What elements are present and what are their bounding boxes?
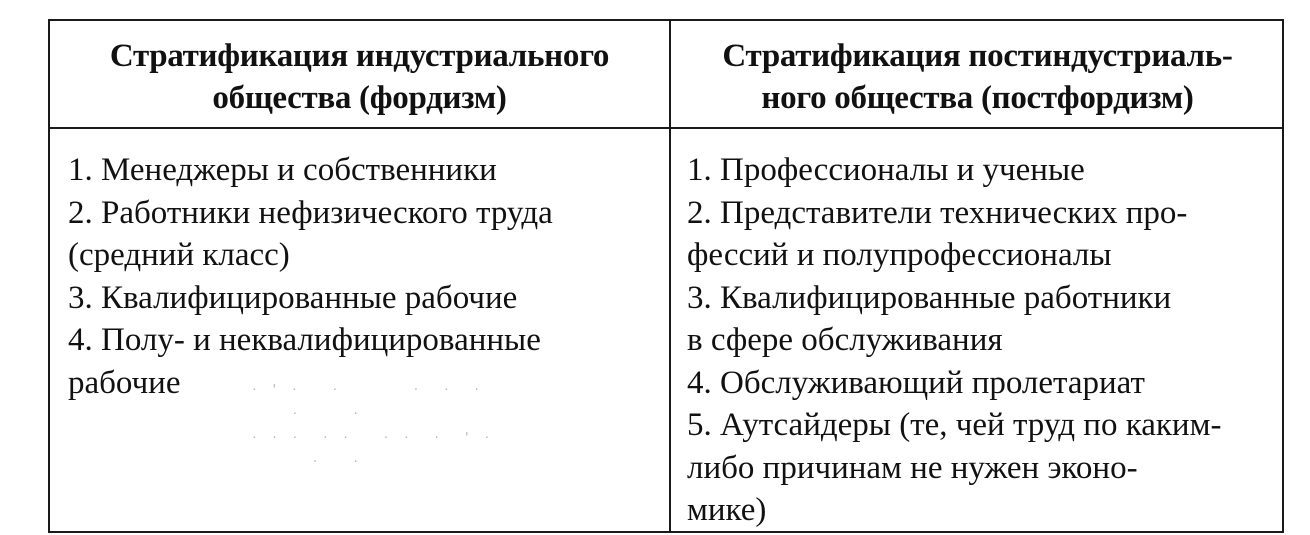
list-item: 1. Менеджеры и собственники xyxy=(68,152,497,188)
header-industrial: Стратификация индустриального общества (фордизм) xyxy=(109,38,610,116)
list-item: 5. Аутсайдеры (те, чей труд по каким- либо причинам не нужен эконо- мике) xyxy=(687,407,1222,528)
list-item: 4. Обслуживающий пролетариат xyxy=(687,364,1145,401)
list-item: 2. Представители технических про- фессий и полупрофессионалы xyxy=(687,194,1188,273)
list-item: 1. Профессионалы и ученые xyxy=(687,152,1085,188)
list-item: 4. Полу- и неквалифицированные рабочие xyxy=(68,322,541,401)
list-item: 3. Квалифицированные работники в сфере обслуживания xyxy=(687,279,1172,358)
postindustrial-list xyxy=(687,149,1269,532)
header-postindustrial: Стратификация постиндустриаль- ного общества (постфордизм) xyxy=(722,38,1233,116)
list-item: 3. Квалифицированные рабочие xyxy=(68,279,518,316)
list-item: 2. Работники нефизического труда (средний класс) xyxy=(68,194,553,273)
scan-artifact: · ' · · · · · · · · · · · · · · · ' · · · xyxy=(252,383,495,470)
